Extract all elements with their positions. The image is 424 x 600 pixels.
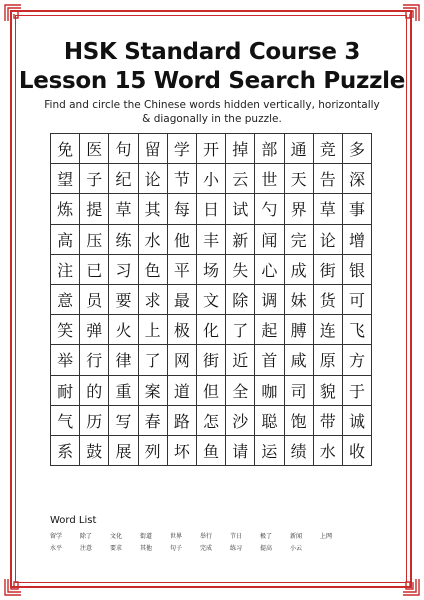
grid-cell[interactable]: 免: [51, 134, 80, 164]
grid-cell[interactable]: 场: [197, 255, 226, 285]
grid-cell[interactable]: 色: [139, 255, 168, 285]
grid-cell[interactable]: 坏: [168, 436, 197, 466]
word-list-row: [50, 531, 380, 543]
word-list-title: Word List: [50, 515, 97, 526]
grid-cell[interactable]: 诚: [343, 406, 372, 436]
grid-cell[interactable]: 试: [226, 194, 255, 224]
grid-cell[interactable]: 论: [314, 225, 343, 255]
grid-cell[interactable]: 炼: [51, 194, 80, 224]
grid-cell[interactable]: 了: [139, 345, 168, 375]
grid-cell[interactable]: 已: [80, 255, 109, 285]
grid-cell[interactable]: 成: [285, 255, 314, 285]
grid-cell[interactable]: 连: [314, 315, 343, 345]
grid-cell[interactable]: 界: [285, 194, 314, 224]
grid-cell[interactable]: 日: [197, 194, 226, 224]
grid-cell[interactable]: 历: [80, 406, 109, 436]
grid-cell[interactable]: 练: [109, 225, 138, 255]
grid-cell[interactable]: 可: [343, 285, 372, 315]
grid-cell[interactable]: 最: [168, 285, 197, 315]
grid-cell[interactable]: 笑: [51, 315, 80, 345]
grid-cell[interactable]: 深: [343, 164, 372, 194]
grid-cell[interactable]: 带: [314, 406, 343, 436]
grid-cell[interactable]: 系: [51, 436, 80, 466]
grid-cell[interactable]: 聪: [255, 406, 284, 436]
word-list-item: 新闻: [290, 533, 303, 540]
grid-cell[interactable]: 沙: [226, 406, 255, 436]
grid-cell[interactable]: 每: [168, 194, 197, 224]
grid-cell[interactable]: 望: [51, 164, 80, 194]
grid-cell[interactable]: 路: [168, 406, 197, 436]
page-title: HSK Standard Course 3: [63, 39, 361, 65]
grid-cell[interactable]: 请: [226, 436, 255, 466]
grid-cell[interactable]: 失: [226, 255, 255, 285]
grid-cell[interactable]: 除: [226, 285, 255, 315]
grid-cell[interactable]: 饱: [285, 406, 314, 436]
corner-ornament-icon: [402, 578, 420, 596]
grid-cell[interactable]: 勺: [255, 194, 284, 224]
grid-cell[interactable]: 司: [285, 376, 314, 406]
grid-cell[interactable]: 开: [197, 134, 226, 164]
grid-cell[interactable]: 掉: [226, 134, 255, 164]
grid-cell[interactable]: 原: [314, 345, 343, 375]
word-list-item: 水平: [50, 545, 63, 552]
grid-cell[interactable]: 调: [255, 285, 284, 315]
grid-cell[interactable]: 街: [197, 345, 226, 375]
grid-cell[interactable]: 学: [168, 134, 197, 164]
grid-cell[interactable]: 案: [139, 376, 168, 406]
grid-cell[interactable]: 论: [139, 164, 168, 194]
page-subtitle-title: Lesson 15 Word Search Puzzle: [18, 68, 406, 94]
corner-ornament-icon: [4, 4, 22, 22]
grid-cell[interactable]: 收: [343, 436, 372, 466]
grid-cell[interactable]: 水: [314, 436, 343, 466]
grid-cell[interactable]: 行: [80, 345, 109, 375]
grid-cell[interactable]: 注: [51, 255, 80, 285]
word-list-item: 街道: [140, 533, 153, 540]
grid-cell[interactable]: 提: [80, 194, 109, 224]
grid-cell[interactable]: 咸: [285, 345, 314, 375]
word-list-item: 极了: [260, 533, 273, 540]
corner-ornament-icon: [4, 578, 22, 596]
grid-cell[interactable]: 竞: [314, 134, 343, 164]
grid-cell[interactable]: 街: [314, 255, 343, 285]
grid-cell[interactable]: 告: [314, 164, 343, 194]
grid-cell[interactable]: 子: [80, 164, 109, 194]
word-list-item: 留学: [50, 533, 63, 540]
grid-cell[interactable]: 事: [343, 194, 372, 224]
grid-cell[interactable]: 貌: [314, 376, 343, 406]
grid-cell[interactable]: 鼓: [80, 436, 109, 466]
grid-cell[interactable]: 小: [197, 164, 226, 194]
grid-cell[interactable]: 通: [285, 134, 314, 164]
grid-cell[interactable]: 货: [314, 285, 343, 315]
grid-cell[interactable]: 起: [255, 315, 284, 345]
grid-cell[interactable]: 近: [226, 345, 255, 375]
grid-cell[interactable]: 部: [255, 134, 284, 164]
grid-cell[interactable]: 咖: [255, 376, 284, 406]
grid-cell[interactable]: 全: [226, 376, 255, 406]
grid-cell[interactable]: 其: [139, 194, 168, 224]
grid-cell[interactable]: 极: [168, 315, 197, 345]
grid-cell[interactable]: 展: [109, 436, 138, 466]
grid-cell[interactable]: 医: [80, 134, 109, 164]
word-list-item: 注意: [80, 545, 93, 552]
word-list-item: 小云: [290, 545, 303, 552]
word-list-item: 节日: [230, 533, 243, 540]
grid-cell[interactable]: 运: [255, 436, 284, 466]
grid-cell[interactable]: 文: [197, 285, 226, 315]
grid-cell[interactable]: 的: [80, 376, 109, 406]
instructions: Find and circle the Chinese words hidden vertically, horizontally & diagonally in the puzzle.: [44, 99, 380, 125]
grid-cell[interactable]: 耐: [51, 376, 80, 406]
grid-cell[interactable]: 要: [109, 285, 138, 315]
grid-cell[interactable]: 心: [255, 255, 284, 285]
grid-cell[interactable]: 列: [139, 436, 168, 466]
word-list-item: 完成: [200, 545, 213, 552]
word-list-item: 句子: [170, 545, 183, 552]
puzzle-grid: [50, 133, 372, 466]
grid-cell[interactable]: 举: [51, 345, 80, 375]
grid-cell[interactable]: 鱼: [197, 436, 226, 466]
word-list: [50, 531, 380, 555]
word-list-item: 除了: [80, 533, 93, 540]
grid-cell[interactable]: 律: [109, 345, 138, 375]
grid-cell[interactable]: 平: [168, 255, 197, 285]
grid-cell[interactable]: 首: [255, 345, 284, 375]
grid-cell[interactable]: 上: [139, 315, 168, 345]
grid-cell[interactable]: 飞: [343, 315, 372, 345]
grid-cell[interactable]: 句: [109, 134, 138, 164]
grid-cell[interactable]: 化: [197, 315, 226, 345]
grid-cell[interactable]: 草: [314, 194, 343, 224]
grid-cell[interactable]: 求: [139, 285, 168, 315]
grid-cell[interactable]: 火: [109, 315, 138, 345]
grid-cell[interactable]: 弹: [80, 315, 109, 345]
grid-cell[interactable]: 留: [139, 134, 168, 164]
grid-cell[interactable]: 草: [109, 194, 138, 224]
grid-cell[interactable]: 丰: [197, 225, 226, 255]
grid-cell[interactable]: 新: [226, 225, 255, 255]
grid-cell[interactable]: 水: [139, 225, 168, 255]
grid-cell[interactable]: 多: [343, 134, 372, 164]
word-list-item: 举行: [200, 533, 213, 540]
word-list-item: 其他: [140, 545, 153, 552]
grid-cell[interactable]: 增: [343, 225, 372, 255]
grid-cell[interactable]: 方: [343, 345, 372, 375]
grid-cell[interactable]: 习: [109, 255, 138, 285]
word-list-item: 练习: [230, 545, 243, 552]
grid-cell[interactable]: 写: [109, 406, 138, 436]
word-list-item: 提高: [260, 545, 273, 552]
grid-cell[interactable]: 天: [285, 164, 314, 194]
grid-cell[interactable]: 世: [255, 164, 284, 194]
grid-cell[interactable]: 节: [168, 164, 197, 194]
grid-cell[interactable]: 云: [226, 164, 255, 194]
grid-cell[interactable]: 气: [51, 406, 80, 436]
grid-cell[interactable]: 于: [343, 376, 372, 406]
grid-cell[interactable]: 但: [197, 376, 226, 406]
grid-cell[interactable]: 压: [80, 225, 109, 255]
grid-cell[interactable]: 高: [51, 225, 80, 255]
grid-cell[interactable]: 网: [168, 345, 197, 375]
grid-cell[interactable]: 了: [226, 315, 255, 345]
grid-cell[interactable]: 意: [51, 285, 80, 315]
word-list-item: 世界: [170, 533, 183, 540]
grid-cell[interactable]: 绩: [285, 436, 314, 466]
word-list-item: 上网: [320, 533, 333, 540]
grid-cell[interactable]: 春: [139, 406, 168, 436]
grid-cell[interactable]: 他: [168, 225, 197, 255]
grid-cell[interactable]: 银: [343, 255, 372, 285]
grid-cell[interactable]: 纪: [109, 164, 138, 194]
grid-cell[interactable]: 膊: [285, 315, 314, 345]
grid-cell[interactable]: 道: [168, 376, 197, 406]
grid-cell[interactable]: 闻: [255, 225, 284, 255]
word-list-row: [50, 543, 380, 555]
word-list-item: 文化: [110, 533, 123, 540]
grid-cell[interactable]: 完: [285, 225, 314, 255]
word-list-item: 要求: [110, 545, 123, 552]
grid-cell[interactable]: 妹: [285, 285, 314, 315]
grid-cell[interactable]: 怎: [197, 406, 226, 436]
grid-cell[interactable]: 员: [80, 285, 109, 315]
corner-ornament-icon: [402, 4, 420, 22]
grid-cell[interactable]: 重: [109, 376, 138, 406]
